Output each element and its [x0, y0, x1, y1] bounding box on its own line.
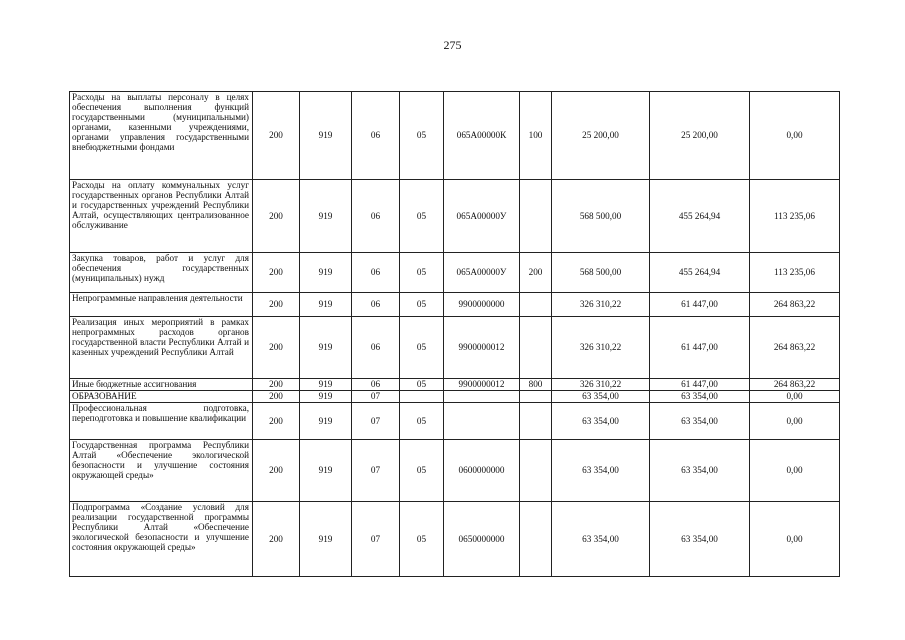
subsection-code: 05 [400, 317, 444, 379]
amount-remaining: 0,00 [750, 502, 840, 577]
table-row [70, 180, 840, 253]
department-code: 919 [300, 317, 352, 379]
row-name: Подпрограмма «Создание условий для реализации государственной программы Республики Алтай «Обеспечение экологической безопасности и улучшение состояния окружающей среды» [70, 502, 253, 577]
row-name: Государственная программа Республики Алтай «Обеспечение экологической безопасности и улучшение состояния окружающей среды» [70, 440, 253, 502]
expense-type-code: 200 [520, 253, 552, 293]
amount-executed: 61 447,00 [650, 317, 750, 379]
section-code: 07 [352, 440, 400, 502]
amount-planned: 63 354,00 [552, 502, 650, 577]
target-article-code: 065A00000К [444, 92, 520, 180]
section-code: 06 [352, 379, 400, 391]
subsection-code: 05 [400, 92, 444, 180]
expense-type-code [520, 293, 552, 317]
amount-remaining: 264 863,22 [750, 293, 840, 317]
target-article-code: 0650000000 [444, 502, 520, 577]
table-row [70, 293, 840, 317]
amount-executed: 63 354,00 [650, 403, 750, 440]
admin-code: 200 [253, 502, 300, 577]
amount-planned: 25 200,00 [552, 92, 650, 180]
amount-remaining: 264 863,22 [750, 379, 840, 391]
section-code: 06 [352, 180, 400, 253]
amount-executed: 25 200,00 [650, 92, 750, 180]
department-code: 919 [300, 502, 352, 577]
subsection-code: 05 [400, 180, 444, 253]
row-name: Закупка товаров, работ и услуг для обеспечения государственных (муниципальных) нужд [70, 253, 253, 293]
amount-planned: 326 310,22 [552, 317, 650, 379]
subsection-code: 05 [400, 253, 444, 293]
amount-executed: 63 354,00 [650, 502, 750, 577]
subsection-code [400, 391, 444, 403]
expense-type-code: 100 [520, 92, 552, 180]
expense-type-code [520, 391, 552, 403]
row-name: ОБРАЗОВАНИЕ [70, 391, 253, 403]
department-code: 919 [300, 379, 352, 391]
admin-code: 200 [253, 379, 300, 391]
table-row [70, 379, 840, 391]
amount-remaining: 0,00 [750, 403, 840, 440]
table-row [70, 502, 840, 577]
section-code: 06 [352, 293, 400, 317]
admin-code: 200 [253, 180, 300, 253]
amount-remaining: 113 235,06 [750, 253, 840, 293]
department-code: 919 [300, 391, 352, 403]
section-code: 06 [352, 317, 400, 379]
target-article-code: 0600000000 [444, 440, 520, 502]
expense-type-code [520, 502, 552, 577]
amount-remaining: 0,00 [750, 92, 840, 180]
table-row [70, 92, 840, 180]
expense-type-code [520, 317, 552, 379]
row-name: Расходы на оплату коммунальных услуг государственных органов Республики Алтай и государственных учреждений Республики Алтай, осуществляющих централизованное обслуживание [70, 180, 253, 253]
department-code: 919 [300, 440, 352, 502]
table-row [70, 440, 840, 502]
page-number: 275 [443, 38, 462, 52]
admin-code: 200 [253, 92, 300, 180]
amount-executed: 63 354,00 [650, 440, 750, 502]
amount-executed: 455 264,94 [650, 180, 750, 253]
row-name: Профессиональная подготовка, переподготовка и повышение квалификации [70, 403, 253, 440]
amount-remaining: 113 235,06 [750, 180, 840, 253]
admin-code: 200 [253, 293, 300, 317]
target-article-code [444, 403, 520, 440]
amount-planned: 568 500,00 [552, 180, 650, 253]
section-code: 06 [352, 92, 400, 180]
expense-type-code [520, 180, 552, 253]
expense-type-code: 800 [520, 379, 552, 391]
table-row [70, 391, 840, 403]
amount-remaining: 0,00 [750, 391, 840, 403]
amount-planned: 568 500,00 [552, 253, 650, 293]
target-article-code: 9900000000 [444, 293, 520, 317]
target-article-code: 9900000012 [444, 379, 520, 391]
department-code: 919 [300, 403, 352, 440]
amount-executed: 63 354,00 [650, 391, 750, 403]
admin-code: 200 [253, 253, 300, 293]
table-row [70, 403, 840, 440]
section-code: 07 [352, 403, 400, 440]
admin-code: 200 [253, 317, 300, 379]
subsection-code: 05 [400, 293, 444, 317]
section-code: 06 [352, 253, 400, 293]
admin-code: 200 [253, 391, 300, 403]
subsection-code: 05 [400, 440, 444, 502]
subsection-code: 05 [400, 379, 444, 391]
amount-planned: 63 354,00 [552, 391, 650, 403]
expense-type-code [520, 403, 552, 440]
amount-remaining: 0,00 [750, 440, 840, 502]
amount-executed: 455 264,94 [650, 253, 750, 293]
section-code: 07 [352, 502, 400, 577]
department-code: 919 [300, 92, 352, 180]
amount-executed: 61 447,00 [650, 379, 750, 391]
target-article-code: 065A00000У [444, 253, 520, 293]
department-code: 919 [300, 293, 352, 317]
amount-remaining: 264 863,22 [750, 317, 840, 379]
amount-executed: 61 447,00 [650, 293, 750, 317]
row-name: Расходы на выплаты персоналу в целях обеспечения выполнения функций государственными (муниципальными) органами, казенными учреждениями, органами управления государственными внебюджетными фондами [70, 92, 253, 180]
budget-table [69, 91, 840, 577]
table-row [70, 253, 840, 293]
admin-code: 200 [253, 440, 300, 502]
subsection-code: 05 [400, 403, 444, 440]
target-article-code: 9900000012 [444, 317, 520, 379]
row-name: Реализация иных мероприятий в рамках непрограммных расходов органов государственной власти Республики Алтай и казенных учреждений Республики Алтай [70, 317, 253, 379]
admin-code: 200 [253, 403, 300, 440]
department-code: 919 [300, 253, 352, 293]
expense-type-code [520, 440, 552, 502]
department-code: 919 [300, 180, 352, 253]
amount-planned: 63 354,00 [552, 403, 650, 440]
row-name: Непрограммные направления деятельности [70, 293, 253, 317]
target-article-code [444, 391, 520, 403]
row-name: Иные бюджетные ассигнования [70, 379, 253, 391]
amount-planned: 63 354,00 [552, 440, 650, 502]
target-article-code: 065A00000У [444, 180, 520, 253]
amount-planned: 326 310,22 [552, 293, 650, 317]
section-code: 07 [352, 391, 400, 403]
table-row [70, 317, 840, 379]
subsection-code: 05 [400, 502, 444, 577]
amount-planned: 326 310,22 [552, 379, 650, 391]
